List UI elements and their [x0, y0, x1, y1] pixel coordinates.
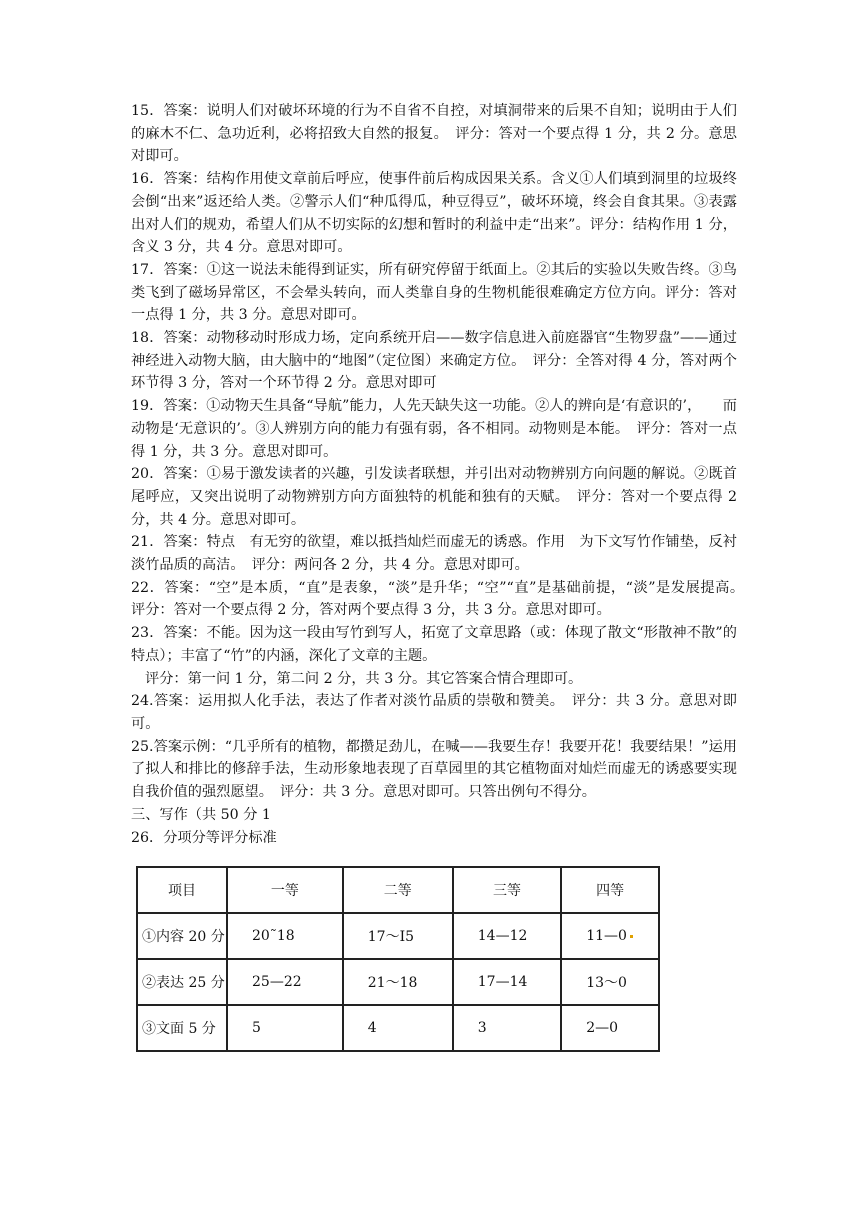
- marker-dot-icon: [630, 935, 633, 938]
- section-heading-writing: 三、写作（共 50 分 1: [131, 806, 271, 823]
- table-cell: 3: [453, 1005, 561, 1051]
- answer-24: 24.答案：运用拟人化手法，表达了作者对淡竹品质的崇敬和赞美。 评分：共 3 分。意思对即可。: [131, 693, 737, 732]
- question-26-heading: 26．分项分等评分标准: [131, 829, 277, 846]
- table-cell: ②表达 25 分: [137, 959, 227, 1005]
- table-header-cell: 三等: [453, 867, 561, 913]
- table-cell: ①内容 20 分: [137, 913, 227, 959]
- answer-16: 16．答案：结构作用使文章前后呼应，使事件前后构成因果关系。含义①人们填到洞里的垃圾终会倒“出来”返还给人类。②警示人们“种瓜得瓜，种豆得豆”，破坏环境，终会自食其果。③表露出对人们的规劝，希望人们从不切实际的幻想和暂时的利益中走“出来”。评分：结构作用 1 分，含义 3 分，共 4 分。意思对即可。: [131, 171, 737, 256]
- answer-19: 19．答案：①动物天生具备“导航”能力，人先天缺失这一功能。②人的辨向是‘有意识的’， 而动物是‘无意识的’。③人辨别方向的能力有强有弱，各不相同。动物则是本能。 评分：答对一点得 1 分，共 3 分。意思对即可。: [131, 398, 737, 460]
- answer-15: 15．答案：说明人们对破坏环境的行为不自省不自控，对填洞带来的后果不自知；说明由于人们的麻木不仁、急功近利，必将招致大自然的报复。 评分：答对一个要点得 1 分，共 2 分。意思对即可。: [131, 103, 737, 165]
- answer-20: 20．答案：①易于激发读者的兴趣，引发读者联想，并引出对动物辨别方向问题的解说。②既首尾呼应，又突出说明了动物辨别方向方面独特的机能和独有的天赋。 评分：答对一个要点得 2 分，共 4 分。意思对即可。: [131, 466, 737, 528]
- answer-21: 21．答案：特点 有无穷的欲望，难以抵挡灿烂而虚无的诱惑。作用 为下文写竹作铺垫，反衬淡竹品质的高洁。 评分：两问各 2 分，共 4 分。意思对即可。: [131, 534, 737, 574]
- answer-23: 23．答案：不能。因为这一段由写竹到写人，拓宽了文章思路（或：体现了散文“形散神不散”的特点）；丰富了“竹”的内涵，深化了文章的主题。: [131, 625, 737, 664]
- answer-17: 17．答案：①这一说法未能得到证实，所有研究停留于纸面上。②其后的实验以失败告终。③鸟类飞到了磁场异常区，不会晕头转向，而人类靠自身的生物机能很难确定方位方向。评分：答对一点得 1 分，共 3 分。意思对即可。: [131, 261, 737, 324]
- table-header-cell: 一等: [227, 867, 343, 913]
- table-row: [137, 959, 659, 1005]
- table-header-cell: 项目: [137, 867, 227, 913]
- answer-18: 18．答案：动物移动时形成力场，定向系统开启——数字信息进入前庭器官“生物罗盘”——通过神经进入动物大脑，由大脑中的“地图”（定位图）来确定方位。 评分：全答对得 4 分，答对两个环节得 3 分，答对一个环节得 2 分。意思对即可: [131, 330, 737, 392]
- table-cell: 4: [343, 1005, 453, 1051]
- scoring-table: [136, 866, 660, 1052]
- table-cell: 2—0: [561, 1005, 659, 1051]
- table-header-cell: 四等: [561, 867, 659, 913]
- table-cell: 5: [227, 1005, 343, 1051]
- table-row: [137, 1005, 659, 1051]
- table-cell: 17～I5: [343, 913, 453, 959]
- table-row: [137, 913, 659, 959]
- table-header-row: [137, 867, 659, 913]
- table-cell-value: 11—0: [586, 928, 627, 944]
- table-cell: 20˜18: [227, 913, 343, 959]
- answer-23-score: 评分：第一问 1 分，第二问 2 分，共 3 分。其它答案合情合理即可。: [145, 670, 583, 687]
- table-cell: 21～18: [343, 959, 453, 1005]
- table-cell: 14—12: [453, 913, 561, 959]
- table-header-cell: 二等: [343, 867, 453, 913]
- table-cell: [561, 913, 659, 959]
- answer-22: 22．答案：“空”是本质，“直”是表象，“淡”是升华；“空”“直”是基础前提，“淡”是发展提高。 评分：答对一个要点得 2 分，答对两个要点得 3 分，共 3 分。意思对即可。: [131, 579, 752, 619]
- table-cell: 25—22: [227, 959, 343, 1005]
- answer-text: [131, 100, 752, 849]
- table-cell: 17—14: [453, 959, 561, 1005]
- table-cell: 13～0: [561, 959, 659, 1005]
- answer-25: 25.答案示例：“几乎所有的植物，都攒足劲儿，在喊——我要生存！我要开花！我要结果！”运用了拟人和排比的修辞手法，生动形象地表现了百草园里的其它植物面对灿烂而虚无的诱惑要实现自我价值的强烈愿望。 评分：共 3 分。意思对即可。只答出例句不得分。: [131, 738, 737, 801]
- table-cell: ③文面 5 分: [137, 1005, 227, 1051]
